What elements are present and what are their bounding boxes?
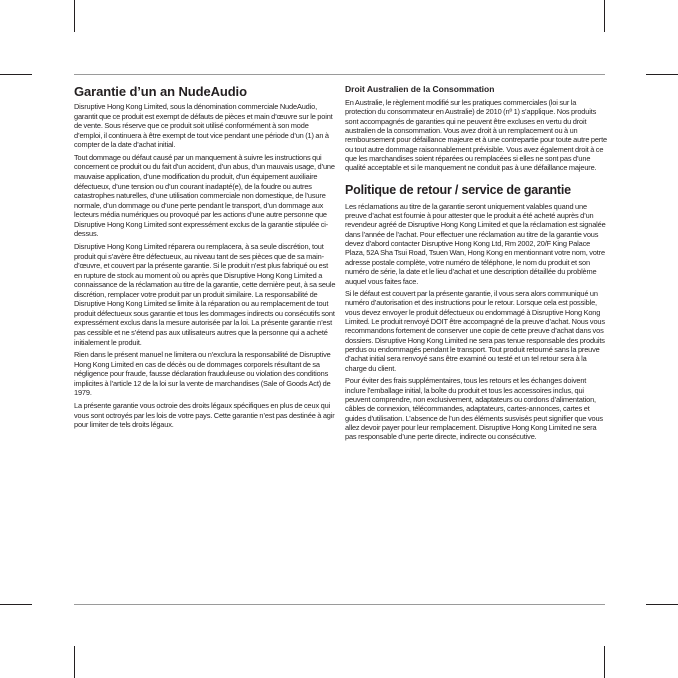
warranty-paragraph: Disruptive Hong Kong Limited, sous la dénomination commerciale NudeAudio, garantit que ce produit est exempt de défauts de pièces et main d’œuvre sur le point de vente. Sous réserve que ce produit soit utilisé conformément à son mode d’emploi, il continuera à être exempt de tout vice pendant une période d’un (1) an à compter de la date d’achat initial. (74, 102, 333, 150)
crop-mark-top-left (74, 0, 75, 32)
return-instructions-paragraph: Si le défaut est couvert par la présente garantie, il vous sera alors communiqué un numéro d’autorisation et des instructions pour le retour. Lorsque cela est possible, vous devez envoyer le produit défectueux ou endommagé à Disruptive Hong Kong Limited. Le produit renvoyé DOIT être accompagné de la preuve d’achat. Nous vous recommandons fortement de conserver une copie de cette preuve d’achat dans vos dossiers. Disruptive Hong Kong Limited ne sera pas tenue responsable des produits perdus ou endommagés pendant le transport. Tout produit retourné sans la preuve d’achat initial sera renvoyé sans être examiné ou testé et un tel retour sera à la charge du client. (345, 289, 605, 373)
repair-paragraph: Disruptive Hong Kong Limited réparera ou remplacera, à sa seule discrétion, tout produit qui s’avère être défectueux, au niveau tant de ses pièces que de sa main-d’œuvre, et couvert par la présente garantie. Si le produit n’est plus fabriqué ou est en rupture de stock au moment où ou après que Disruptive Hong Kong Limited a connaissance de la réclamation au titre de la garantie, cette dernière peut, à sa seule discrétion, remplacer votre produit par un produit similaire. La responsabilité de Disruptive Hong Kong Limited se limite à la réparation ou au remplacement de tout produit défectueux sous garantie et tous les dommages indirects ou consécutifs sont expressément exclus dans la mesure autorisée par la loi. La présente garantie n’est pas cessible et ne s’étend pas aux utilisateurs autres que la personne qui a acheté initialement le produit. (74, 242, 336, 347)
packaging-paragraph: Pour éviter des frais supplémentaires, tous les retours et les échanges doivent inclure l’emballage initial, la boîte du produit et tous les accessoires inclus, qui peuvent comprendre, non exclusivement, adaptateurs ou cordons d’alimentation, câbles de connexion, télécommandes, adaptateurs, cartes-annonces, cartes et guides d’utilisation. L’absence de l’un des éléments susvisés peut signifier que vous allez devoir payer pour leur remplacement. Disruptive Hong Kong Limited ne sera pas responsable d’une perte directe, indirecte ou consécutive. (345, 376, 603, 442)
left-column (74, 84, 336, 433)
right-column (345, 84, 607, 445)
exclusions-paragraph: Tout dommage ou défaut causé par un manquement à suivre les instructions qui concernent ce produit ou du fait d’un accident, d’un abus, d’un mauvais usage, d’une mauvaise application, d’une modification du produit, d’un équipement auxiliaire défectueux, d’une tension ou d’un courant inadapté(e), de la foudre ou autres catastrophes naturelles, d’une utilisation commerciale non domestique, de l’usure normale, d’un dommage ou d’une perte pendant le transport, d’un dommage aux lecteurs média numériques ou provoqué par les actions d’une autre personne que Disruptive Hong Kong Limited sont expressément exclus de la garantie stipulée ci-dessus. (74, 152, 335, 239)
legal-rights-paragraph: La présente garantie vous octroie des droits légaux spécifiques en plus de ceux qui vous sont octroyés par les lois de votre pays. Cette garantie n’est pas destinée à agir pour limiter de tels droits légaux. (74, 401, 335, 430)
bottom-rule (74, 604, 605, 605)
crop-mark-bottom-left (74, 646, 75, 678)
consumer-law-paragraph: En Australie, le règlement modifié sur les pratiques commerciales (loi sur la protection du consommateur en Australie) de 2010 (nº 1) s’applique. Nos produits sont accompagnés de garanties qui ne peuvent être excluses en vertu du droit australien de la consommation. Vous avez droit à un remplacement ou à un remboursement pour défaillance majeure et à une contrepartie pour toute autre perte ou tout autre dommage raisonnablement prévisible. Vous avez également droit à ce que les marchandises soient réparées ou remplacées si elles ne sont pas d’une qualité acceptable et si le manquement ne conduit pas à une défaillance majeure. (345, 98, 607, 173)
crop-mark-left-top (0, 74, 32, 75)
claims-paragraph: Les réclamations au titre de la garantie seront uniquement valables quand une preuve d’achat est fournie à pour attester que le produit a été acheté auprès d’un revendeur agréé de Disruptive Hong Kong Limited et que la réclamation est signalée dans l’année de l’achat. Pour effectuer une réclamation au titre de la garantie vous devez d’abord contacter Disruptive Hong Kong Ltd, Rm 2002, 20/F King Palace Plaza, 52A Sha Tsui Road, Tsuen Wan, Hong Kong en mentionnant votre nom, votre adresse postale complète, votre numéro de téléphone, le nom du produit et son numéro de série, la date et le lieu d’achat et une description détaillée du problème auquel vous faites face. (345, 201, 606, 286)
crop-mark-left-bottom (0, 604, 32, 605)
crop-mark-top-right (604, 0, 605, 32)
crop-mark-right-top (646, 74, 678, 75)
return-policy-heading: Politique de retour / service de garantie (345, 182, 571, 197)
crop-mark-bottom-right (604, 646, 605, 678)
warranty-title: Garantie d’un an NudeAudio (74, 84, 247, 99)
crop-mark-right-bottom (646, 604, 678, 605)
consumer-law-heading: Droit Australien de la Consommation (345, 84, 495, 94)
liability-paragraph: Rien dans le présent manuel ne limitera ou n’exclura la responsabilité de Disruptive Hong Kong Limited en cas de décès ou de dommages corporels résultant de sa négligence pour fraude, fausse déclaration frauduleuse ou violation des conditions implicites à l’article 12 de la loi sur la vente de marchandises (Sale of Goods Act) de 1979. (74, 350, 331, 398)
top-rule (74, 74, 605, 75)
